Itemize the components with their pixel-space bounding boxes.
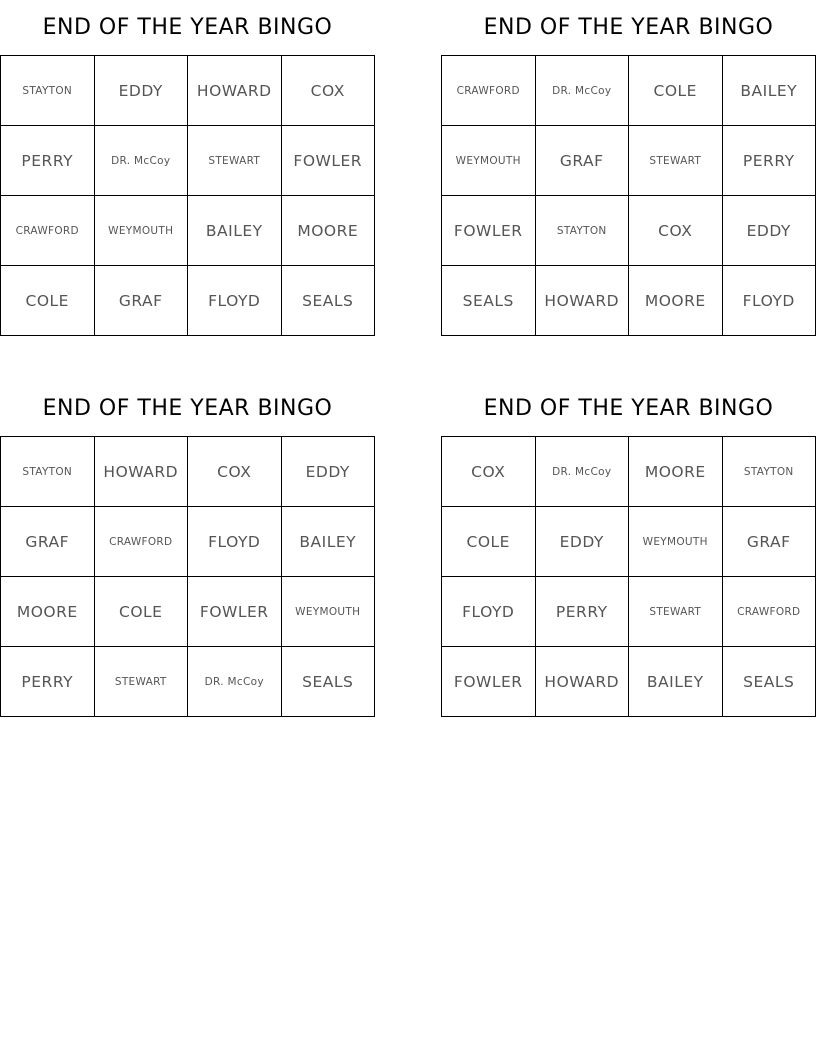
bingo-cell: PERRY: [1, 126, 95, 196]
bingo-grid: [441, 436, 816, 717]
bingo-row: [442, 56, 816, 126]
bingo-cell: CRAWFORD: [442, 56, 536, 126]
bingo-cell: WEYMOUTH: [442, 126, 536, 196]
bingo-cell: GRAF: [1, 507, 95, 577]
bingo-cell: STAYTON: [722, 437, 816, 507]
bingo-cell: FLOYD: [188, 507, 282, 577]
bingo-cell: COX: [629, 196, 723, 266]
bingo-cell: EDDY: [535, 507, 629, 577]
bingo-cell: CRAWFORD: [1, 196, 95, 266]
bingo-cell: CRAWFORD: [722, 577, 816, 647]
bingo-cell: DR. McCoy: [94, 126, 188, 196]
bingo-cell: BAILEY: [629, 647, 723, 717]
bingo-cell: EDDY: [94, 56, 188, 126]
bingo-cell: FOWLER: [281, 126, 375, 196]
bingo-row: [1, 126, 375, 196]
bingo-cell: COX: [281, 56, 375, 126]
bingo-cell: STAYTON: [1, 56, 95, 126]
bingo-grid: [0, 436, 375, 717]
bingo-cell: FOWLER: [188, 577, 282, 647]
bingo-cell: STAYTON: [1, 437, 95, 507]
bingo-cell: PERRY: [1, 647, 95, 717]
bingo-cell: SEALS: [281, 266, 375, 336]
bingo-cell: MOORE: [281, 196, 375, 266]
bingo-card: [441, 396, 816, 717]
bingo-cell: DR. McCoy: [188, 647, 282, 717]
bingo-cell: PERRY: [722, 126, 816, 196]
bingo-row: [1, 196, 375, 266]
bingo-card: [441, 15, 816, 336]
bingo-row: [442, 126, 816, 196]
bingo-cell: FOWLER: [442, 647, 536, 717]
bingo-cell: SEALS: [442, 266, 536, 336]
bingo-card-title: END OF THE YEAR BINGO: [42, 15, 333, 40]
bingo-row: [442, 647, 816, 717]
bingo-cell: COLE: [442, 507, 536, 577]
bingo-row: [1, 56, 375, 126]
bingo-cell: HOWARD: [94, 437, 188, 507]
bingo-cell: BAILEY: [722, 56, 816, 126]
bingo-card-title: END OF THE YEAR BINGO: [483, 396, 774, 421]
bingo-cell: HOWARD: [535, 266, 629, 336]
bingo-cell: EDDY: [722, 196, 816, 266]
bingo-row: [1, 437, 375, 507]
bingo-cell: STAYTON: [535, 196, 629, 266]
bingo-cell: DR. McCoy: [535, 56, 629, 126]
bingo-row: [1, 507, 375, 577]
bingo-cell: HOWARD: [535, 647, 629, 717]
bingo-row: [442, 507, 816, 577]
bingo-cell: STEWART: [94, 647, 188, 717]
bingo-cell: FOWLER: [442, 196, 536, 266]
bingo-cell: PERRY: [535, 577, 629, 647]
bingo-cell: EDDY: [281, 437, 375, 507]
bingo-cell: WEYMOUTH: [94, 196, 188, 266]
bingo-row: [1, 577, 375, 647]
bingo-row: [1, 647, 375, 717]
bingo-cell: SEALS: [722, 647, 816, 717]
bingo-row: [442, 437, 816, 507]
bingo-cell: SEALS: [281, 647, 375, 717]
bingo-cell: COX: [442, 437, 536, 507]
bingo-cell: MOORE: [629, 266, 723, 336]
bingo-cell: FLOYD: [442, 577, 536, 647]
bingo-cell: STEWART: [188, 126, 282, 196]
bingo-card: [0, 15, 375, 336]
bingo-cell: GRAF: [535, 126, 629, 196]
bingo-cell: WEYMOUTH: [281, 577, 375, 647]
bingo-cell: GRAF: [722, 507, 816, 577]
bingo-card-title: END OF THE YEAR BINGO: [483, 15, 774, 40]
bingo-cell: FLOYD: [722, 266, 816, 336]
bingo-cell: STEWART: [629, 577, 723, 647]
bingo-row: [442, 577, 816, 647]
bingo-cell: HOWARD: [188, 56, 282, 126]
bingo-grid: [0, 55, 375, 336]
bingo-cell: DR. McCoy: [535, 437, 629, 507]
bingo-cell: MOORE: [629, 437, 723, 507]
bingo-cell: CRAWFORD: [94, 507, 188, 577]
bingo-cell: BAILEY: [188, 196, 282, 266]
bingo-row: [1, 266, 375, 336]
bingo-cell: GRAF: [94, 266, 188, 336]
bingo-cell: COX: [188, 437, 282, 507]
bingo-cell: COLE: [629, 56, 723, 126]
bingo-cell: COLE: [94, 577, 188, 647]
bingo-cell: MOORE: [1, 577, 95, 647]
bingo-card-title: END OF THE YEAR BINGO: [42, 396, 333, 421]
bingo-row: [442, 266, 816, 336]
bingo-grid: [441, 55, 816, 336]
bingo-cell: BAILEY: [281, 507, 375, 577]
bingo-cell: WEYMOUTH: [629, 507, 723, 577]
bingo-row: [442, 196, 816, 266]
bingo-card: [0, 396, 375, 717]
bingo-cell: STEWART: [629, 126, 723, 196]
bingo-cell: COLE: [1, 266, 95, 336]
bingo-cell: FLOYD: [188, 266, 282, 336]
